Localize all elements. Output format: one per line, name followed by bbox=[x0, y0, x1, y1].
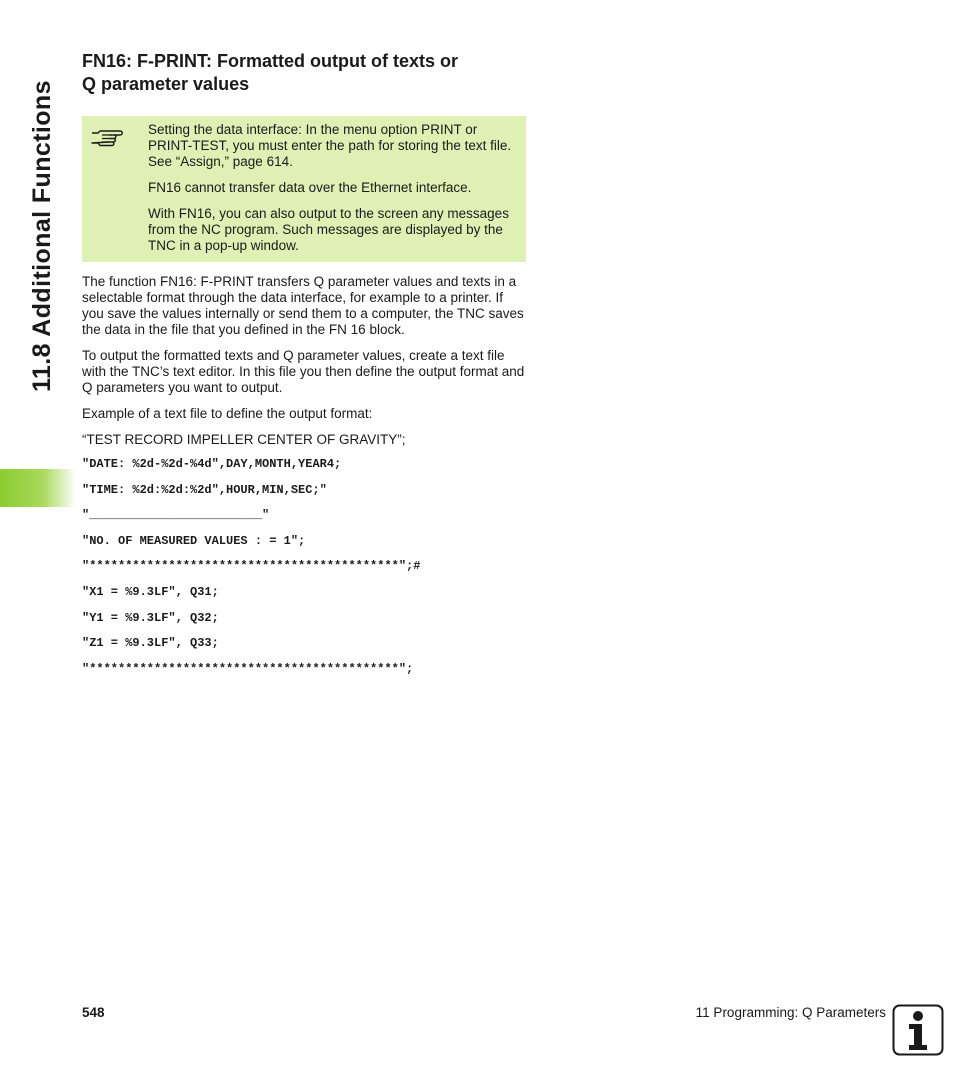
body-text bbox=[82, 274, 526, 458]
pointing-hand-icon bbox=[90, 124, 128, 150]
section-heading-line-2: Q parameter values bbox=[82, 74, 250, 94]
chapter-footer: 11 Programming: Q Parameters bbox=[695, 1005, 886, 1020]
code-line: "________________________" bbox=[82, 508, 270, 523]
code-line: "*******************************************";# bbox=[82, 559, 421, 574]
note-paragraph: FN16 cannot transfer data over the Ethernet interface. bbox=[148, 180, 472, 195]
body-paragraph: Example of a text file to define the output format: bbox=[82, 406, 373, 421]
chapter-side-title: 11.8 Additional Functions bbox=[28, 80, 56, 392]
page-number: 548 bbox=[82, 1005, 105, 1020]
section-heading-line-1: FN16: F-PRINT: Formatted output of texts or bbox=[82, 51, 458, 71]
code-example bbox=[82, 456, 526, 686]
note-paragraph: Setting the data interface: In the menu option PRINT or PRINT-TEST, you must enter the path for storing the text file. See “Assign,” page 614. bbox=[148, 122, 512, 169]
note-box bbox=[82, 116, 526, 262]
info-icon bbox=[892, 1004, 944, 1056]
code-line: "Y1 = %9.3LF", Q32; bbox=[82, 610, 219, 625]
note-paragraph: With FN16, you can also output to the screen any messages from the NC program. Such messages are displayed by the TNC in a pop-up window. bbox=[148, 206, 509, 253]
note-text bbox=[148, 122, 520, 264]
example-title-line: “TEST RECORD IMPELLER CENTER OF GRAVITY”; bbox=[82, 432, 406, 447]
chapter-tab-marker bbox=[0, 469, 76, 507]
code-line: "TIME: %2d:%2d:%2d",HOUR,MIN,SEC;" bbox=[82, 482, 327, 497]
section-heading bbox=[82, 50, 532, 96]
code-line: "DATE: %2d-%2d-%4d",DAY,MONTH,YEAR4; bbox=[82, 457, 342, 471]
code-line: "NO. OF MEASURED VALUES : = 1"; bbox=[82, 533, 306, 548]
body-paragraph: To output the formatted texts and Q parameter values, create a text file with the TNC’s text editor. In this file you then define the output format and Q parameters you want to output. bbox=[82, 348, 525, 395]
body-paragraph: The function FN16: F-PRINT transfers Q parameter values and texts in a selectable format through the data interface, for example to a printer. If you save the values internally or send them to a computer, the TNC saves the data in the file that you defined in the FN 16 block. bbox=[82, 274, 524, 337]
code-line: "Z1 = %9.3LF", Q33; bbox=[82, 636, 219, 651]
code-line: "*******************************************"; bbox=[82, 661, 414, 676]
code-line: "X1 = %9.3LF", Q31; bbox=[82, 584, 219, 599]
